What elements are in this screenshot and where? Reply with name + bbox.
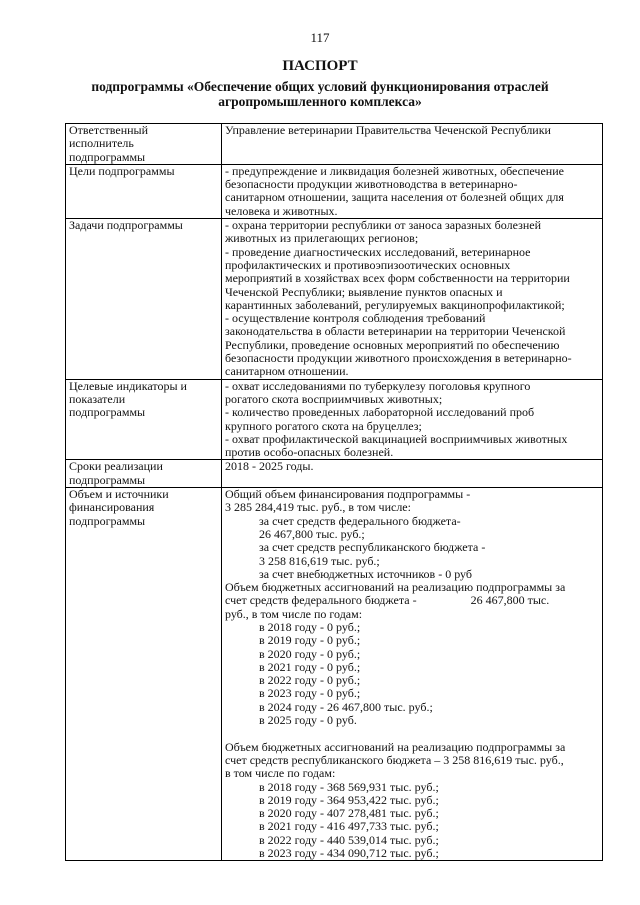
row-value-cell xyxy=(222,124,603,165)
row-label-line: Целевые индикаторы и xyxy=(69,378,187,393)
row-value-line: санитарном отношении, защита населения от болезней общих для xyxy=(225,190,564,205)
row-value-line: за счет внебюджетных источников - 0 руб xyxy=(259,566,472,581)
row-value-cell xyxy=(222,488,603,861)
row-value-line: рогатого скота восприимчивых животных; xyxy=(225,391,443,406)
row-value-line: в 2019 году - 0 руб.; xyxy=(259,633,361,648)
row-value-line: в том числе по годам: xyxy=(225,766,336,781)
row-value-line: 2018 - 2025 годы. xyxy=(225,459,314,474)
row-value-line: в 2019 году - 364 953,422 тыс. руб.; xyxy=(259,792,439,807)
row-value-line: законодательства в области ветеринарии на территории Чеченской xyxy=(225,324,566,339)
row-label-line: подпрограммы xyxy=(69,472,146,487)
table-row xyxy=(66,219,603,380)
row-label-cell xyxy=(66,164,222,218)
document-title: ПАСПОРТ xyxy=(282,58,358,74)
row-value-cell xyxy=(222,164,603,218)
row-value-line: 3 285 284,419 тыс. руб., в том числе: xyxy=(225,500,411,515)
row-value-line: мероприятий в хозяйствах всех форм собственности на территории xyxy=(225,271,570,286)
row-label-cell xyxy=(66,219,222,380)
row-value-line: в 2024 году - 26 467,800 тыс. руб.; xyxy=(259,699,433,714)
row-value-line: в 2021 году - 416 497,733 тыс. руб.; xyxy=(259,819,439,834)
row-value-line: в 2022 году - 440 539,014 тыс. руб.; xyxy=(259,832,439,847)
row-value-line: за счет средств федерального бюджета- xyxy=(259,513,461,528)
row-value-line: за счет средств республиканского бюджета - xyxy=(259,540,486,555)
subtitle-line: подпрограммы «Обеспечение общих условий функционирования отраслей xyxy=(91,79,549,94)
row-value-line: в 2023 году - 434 090,712 тыс. руб.; xyxy=(259,846,439,861)
row-value-line: в 2018 году - 368 569,931 тыс. руб.; xyxy=(259,779,439,794)
row-label-line: подпрограммы xyxy=(69,513,146,528)
table-row xyxy=(66,164,603,218)
row-label-cell xyxy=(66,124,222,165)
row-label-line: подпрограммы xyxy=(69,149,146,164)
row-value-cell xyxy=(222,460,603,488)
row-label-line: исполнитель xyxy=(69,136,134,151)
row-value-line: санитарном отношении. xyxy=(225,364,349,379)
row-value-line: профилактических и противоэпизоотических основных xyxy=(225,257,511,272)
row-label-line: Цели подпрограммы xyxy=(69,163,175,178)
row-value-line: крупного рогатого скота на бруцеллез; xyxy=(225,418,422,433)
row-value-line: человека и животных. xyxy=(225,203,338,218)
row-label-cell xyxy=(66,488,222,861)
row-value-line: карантинных заболеваний, регулируемых вакцинопрофилактикой; xyxy=(225,297,565,312)
row-value-line: в 2020 году - 0 руб.; xyxy=(259,646,361,661)
row-value-line: 3 258 816,619 тыс. руб.; xyxy=(259,553,380,568)
row-value-line: Объем бюджетных ассигнований на реализацию подпрограммы за xyxy=(225,580,566,595)
row-value-cell xyxy=(222,379,603,460)
row-label-line: Ответственный xyxy=(69,123,149,137)
row-value-line: безопасности продукции животного происхождения в ветеринарно- xyxy=(225,351,572,366)
row-value-line: против особо-опасных болезней. xyxy=(225,445,394,460)
row-label-line: финансирования xyxy=(69,500,155,515)
row-value-line: - предупреждение и ликвидация болезней животных, обеспечение xyxy=(225,163,564,178)
row-label-cell xyxy=(66,460,222,488)
row-label-line: Объем и источники xyxy=(69,487,169,502)
row-value-line: в 2025 году - 0 руб. xyxy=(259,713,357,728)
row-value-line: - проведение диагностических исследований, ветеринарное xyxy=(225,244,531,259)
table-row xyxy=(66,488,603,861)
row-value-line: 26 467,800 тыс. руб.; xyxy=(259,526,365,541)
table-row xyxy=(66,460,603,488)
row-value-line: безопасности продукции животноводства в ветеринарно- xyxy=(225,177,518,192)
row-value-line: счет средств республиканского бюджета – 3 258 816,619 тыс. руб., xyxy=(225,752,564,767)
row-value-line: в 2020 году - 407 278,481 тыс. руб.; xyxy=(259,806,439,821)
table-row xyxy=(66,124,603,165)
row-value-line: Республики, проведение основных мероприятий по обеспечению xyxy=(225,337,560,352)
row-value-line: в 2023 году - 0 руб.; xyxy=(259,686,361,701)
row-value-line: Управление ветеринарии Правительства Чеченской Республики xyxy=(225,123,551,137)
row-value-line: - охват исследованиями по туберкулезу поголовья крупного xyxy=(225,378,531,393)
row-value-line: Чеченской Республики; выявление пунктов опасных и xyxy=(225,284,503,299)
row-value-line: - охват профилактической вакцинацией восприимчивых животных xyxy=(225,431,568,446)
row-value-line: - количество проведенных лабораторной исследований проб xyxy=(225,405,535,420)
subtitle-line: агропромышленного комплекса» xyxy=(218,94,422,109)
passport-table-body xyxy=(66,124,603,861)
row-value-line: - охрана территории республики от заноса заразных болезней xyxy=(225,218,541,233)
row-value-line: - осуществление контроля соблюдения требований xyxy=(225,311,486,326)
row-value-line: животных из прилегающих регионов; xyxy=(225,231,419,246)
row-label-line: подпрограммы xyxy=(69,405,146,420)
row-label-cell xyxy=(66,379,222,460)
row-value-cell xyxy=(222,219,603,380)
page-number: 117 xyxy=(310,30,330,45)
row-value-line: в 2022 году - 0 руб.; xyxy=(259,673,361,688)
document-subtitle xyxy=(60,79,580,109)
table-row xyxy=(66,379,603,460)
row-value-line: в 2018 году - 0 руб.; xyxy=(259,619,361,634)
row-label-line: показатели xyxy=(69,391,126,406)
row-value-line xyxy=(225,727,599,740)
row-label-line: Задачи подпрограммы xyxy=(69,218,183,233)
passport-table xyxy=(65,123,603,861)
row-value-line: счет средств федерального бюджета - 26 467,800 тыс. xyxy=(225,593,550,608)
row-value-line: Общий объем финансирования подпрограммы - xyxy=(225,487,471,502)
row-value-line: Объем бюджетных ассигнований на реализацию подпрограммы за xyxy=(225,739,566,754)
row-value-line: руб., в том числе по годам: xyxy=(225,606,363,621)
row-value-line: в 2021 году - 0 руб.; xyxy=(259,659,361,674)
row-label-line: Сроки реализации xyxy=(69,459,163,474)
